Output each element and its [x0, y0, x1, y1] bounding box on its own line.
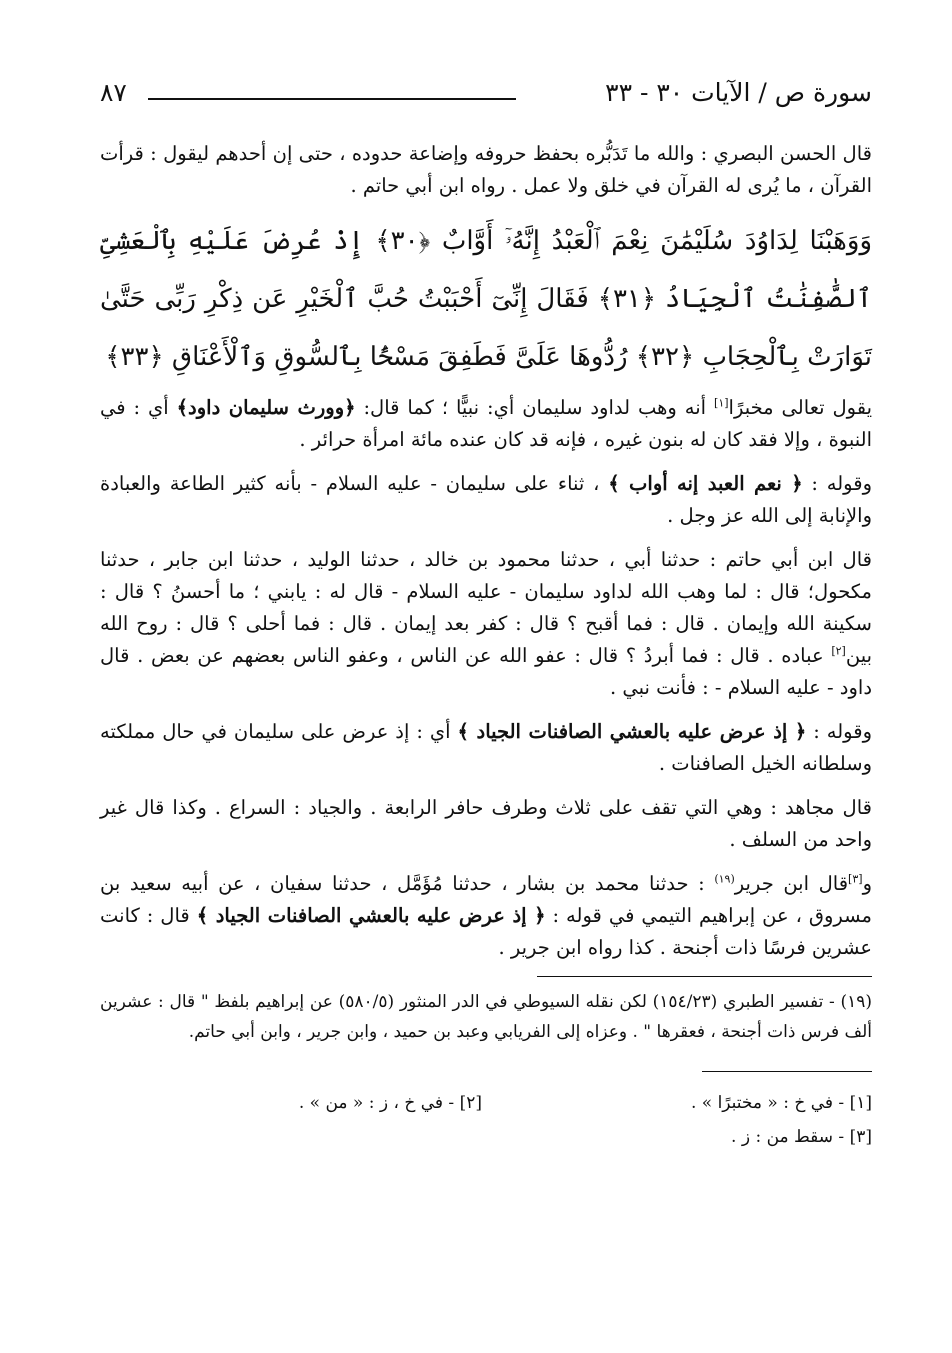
text-run: : حدثنا محمد بن بشار ، حدثنا مُؤَمَّل ، حدثنا سفيان ، عن أبيه سعيد بن مسروق ، عن إبراهيم التيمي في قوله :: [100, 872, 872, 927]
note-3: [٣] - سقط من : ز .: [731, 1127, 872, 1147]
text-run: وقوله :: [802, 472, 872, 495]
page-header: [100, 78, 872, 118]
text-run: أنه وهب لداود سليمان أي: نبيًّا ؛ كما قال:: [355, 396, 715, 419]
note-ref-2: [٢]: [831, 644, 846, 658]
note-1: [١] - في خ : « مختبرًا » .: [690, 1093, 872, 1113]
page-body: [100, 138, 872, 1154]
text-run: قال ابن أبي حاتم : حدثنا أبي ، حدثنا محمود بن خالد ، حدثنا الوليد ، حدثنا ابن جابر ، حدثنا مكحول؛ قال : لما وهب الله لداود سليمان - عليه السلام - قال له : يابني ؛ ما أحسنُ ؟ قال : سكينة الله وإيمان . قال : فما أقبح ؟ قال : كفر بعد إيمان . قال : فما أحلى ؟ قال : روح الله بين: [100, 548, 872, 667]
paragraph-dawud: [100, 392, 872, 456]
paragraph-hadith: [100, 544, 872, 704]
footnote-19: (١٩) - تفسير الطبري (١٥٤/٢٣) لكن نقله السيوطي في الدر المنثور (٥٨٠/٥) عن إبراهيم بلفظ " قال : عشرين ألف فرس ذات أجنحة ، فعقرها " . وعزاه إلى الفريابي وعبد بن حميد ، وابن جرير ، وابن أبي حاتم.: [100, 992, 873, 1042]
header-rule: [148, 98, 516, 100]
quoted-verse: ﴿ نعم العبد إنه أواب ﴾: [608, 472, 803, 495]
note-ref-3: [٣]: [848, 872, 863, 886]
footnote-ref-19: (١٩): [714, 872, 735, 886]
quoted-verse: ﴿وورث سليمان داود﴾: [176, 396, 356, 419]
running-title: سورة ص / الآيات ٣٠ - ٣٣: [605, 78, 872, 107]
note-2: [٢] - في خ ، ز : « من » .: [298, 1093, 482, 1113]
text-run: ، ثناء على سليمان - عليه السلام - بأنه كثير الطاعة والعبادة والإنابة إلى الله عز وجل .: [100, 472, 872, 527]
text-run: قال : كانت عشرين فرسًا ذات أجنحة . كذا رواه ابن جرير .: [100, 904, 872, 959]
note-ref-1: [١]: [714, 396, 729, 410]
paragraph-awwab: [100, 468, 872, 532]
quran-verses: وَوَهَبْنَا لِدَاوُدَ سُلَيْمَٰنَ نِعْمَ ٱلْعَبْدُ إِنَّهُۥٓ أَوَّابٌ ﴿٣٠﴾ إِذْ عُرِضَ عَلَيْهِ بِٱلْعَشِىِّ ٱلصَّٰفِنَٰتُ ٱلْجِيَادُ ﴿٣١﴾ فَقَالَ إِنِّىٓ أَحْبَبْتُ حُبَّ ٱلْخَيْرِ عَن ذِكْرِ رَبِّى حَتَّىٰ تَوَارَتْ بِٱلْحِجَابِ ﴿٣٢﴾ رُدُّوهَا عَلَىَّ فَطَفِقَ مَسْحًۢا بِٱلسُّوقِ وَٱلْأَعْنَاقِ ﴿٣٣﴾: [100, 226, 872, 372]
editor-notes: [100, 1086, 872, 1154]
quoted-verse: ﴿ إذ عرض عليه بالعشي الصافنات الجياد ﴾: [457, 720, 807, 743]
quoted-verse: ﴿ إذ عرض عليه بالعشي الصافنات الجياد ﴾: [196, 904, 546, 927]
text-run: عباده . قال : فما أبردُ ؟ قال : عفو الله عن الناس ، وعفو الناس بعضهم عن بعض . قال داود - عليه السلام - : فأنت نبي .: [100, 644, 872, 699]
text-run: أي : في النبوة ، وإلا فقد كان له بنون غيره ، فإنه قد كان عنده مائة امرأة حرائر .: [100, 396, 872, 451]
footnote-rule: [537, 976, 872, 977]
page-number: ٨٧: [100, 78, 127, 107]
text-run: وقوله :: [806, 720, 872, 743]
paragraph-safinat: [100, 716, 872, 780]
text-run: و: [862, 872, 872, 895]
paragraph-hasan: قال الحسن البصري : والله ما تَدَبُّره بحفظ حروفه وإضاعة حدوده ، حتى إن أحدهم ليقول : قرأت القرآن ، ما يُرى له القرآن في خلق ولا عمل . رواه ابن أبي حاتم .: [100, 142, 872, 197]
paragraph-ibn-jarir: [100, 868, 872, 964]
text-run: أي : إذ عرض على سليمان في حال مملكته وسلطانه الخيل الصافنات .: [100, 720, 872, 775]
text-run: قال ابن جرير: [734, 872, 849, 895]
notes-row: [100, 1086, 872, 1120]
text-run: يقول تعالى مخبرًا: [728, 396, 872, 419]
notes-rule: [702, 1071, 872, 1072]
paragraph-mujahid: قال مجاهد : وهي التي تقف على ثلاث وطرف حافر الرابعة . والجياد : السراع . وكذا قال غير واحد من السلف .: [100, 796, 872, 851]
